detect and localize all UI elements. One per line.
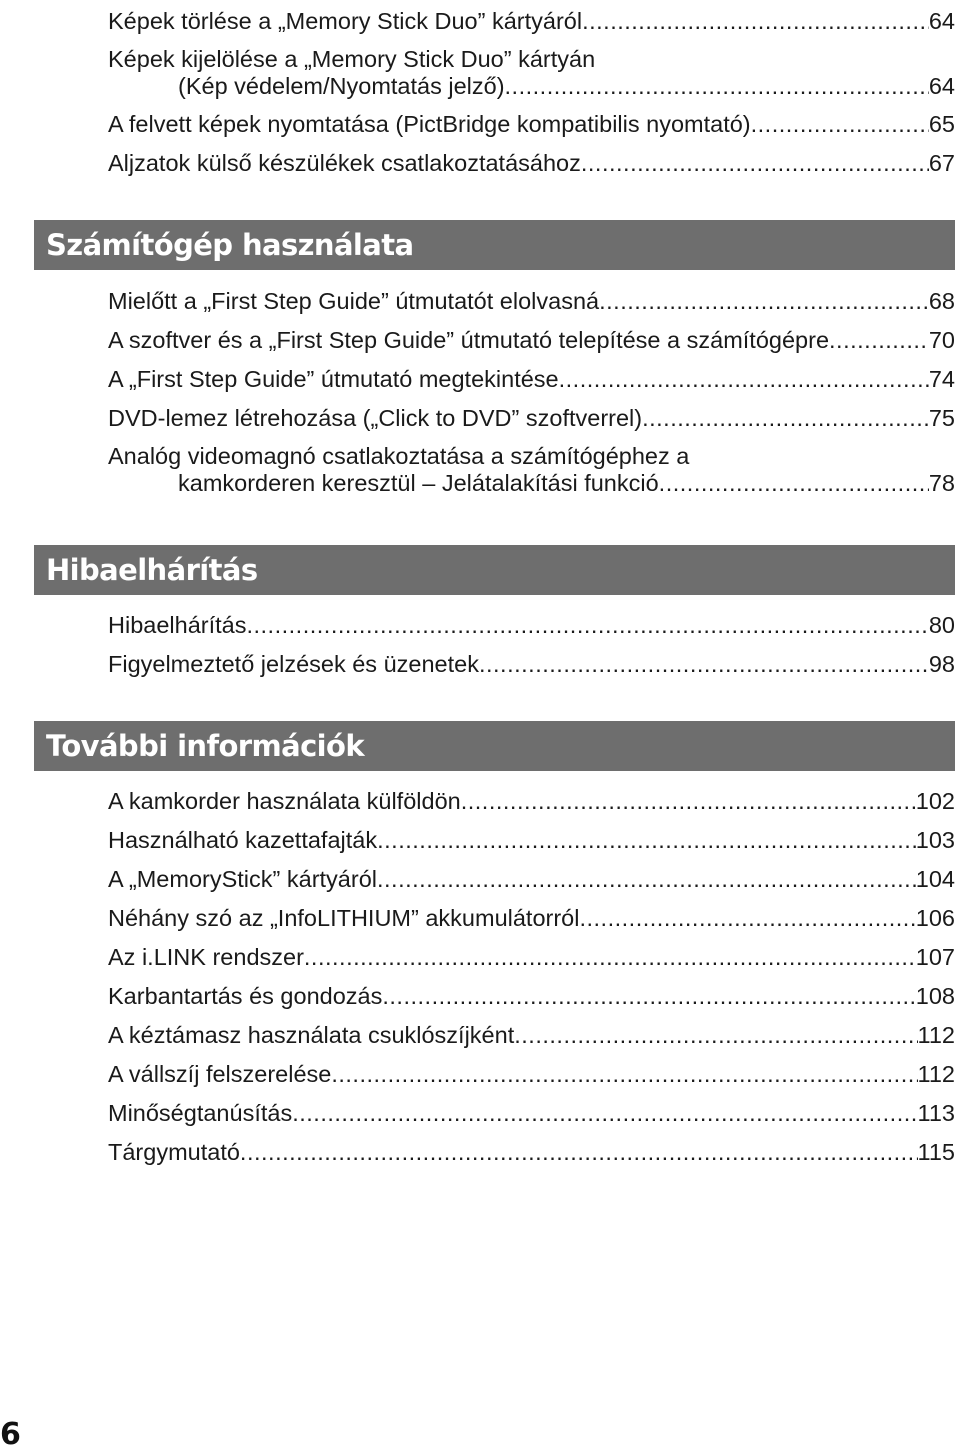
toc-group-additional-info	[0, 782, 960, 1172]
toc-entry-page: 70	[928, 327, 955, 353]
toc-entry-page: 106	[915, 905, 955, 931]
toc-entry-page: 67	[928, 150, 955, 176]
toc-entry-page: 108	[915, 983, 955, 1009]
toc-entry-page: 64	[928, 73, 955, 99]
toc-group-continued	[0, 2, 960, 183]
toc-entry-page: 115	[917, 1139, 955, 1165]
toc-entry[interactable]	[108, 144, 955, 183]
toc-entry[interactable]	[108, 645, 955, 684]
section-header-troubleshooting: Hibaelhárítás	[34, 545, 955, 595]
toc-leader-dots	[382, 977, 915, 1016]
toc-leader-dots	[246, 606, 928, 645]
toc-entry-label: Az i.LINK rendszer	[108, 944, 304, 970]
toc-leader-dots	[331, 1055, 917, 1094]
toc-leader-dots	[461, 782, 916, 821]
toc-leader-dots	[377, 821, 916, 860]
toc-entry-page: 107	[915, 944, 955, 970]
toc-entry[interactable]	[108, 860, 955, 899]
toc-entry-page: 102	[915, 788, 955, 814]
toc-entry[interactable]	[108, 360, 955, 399]
toc-leader-dots	[579, 899, 915, 938]
toc-entry[interactable]	[108, 105, 955, 144]
toc-entry-page: 98	[928, 651, 955, 677]
toc-entry-page: 78	[928, 470, 955, 496]
toc-leader-dots	[514, 1016, 917, 1055]
toc-entry-page: 75	[928, 405, 955, 431]
toc-entry-label: Hibaelhárítás	[108, 612, 247, 638]
toc-entry[interactable]	[108, 1094, 955, 1133]
toc-entry-page: 74	[928, 366, 955, 392]
toc-entry-label: Minőségtanúsítás	[108, 1100, 293, 1126]
toc-entry-label: (Kép védelem/Nyomtatás jelző)	[178, 73, 505, 99]
toc-entry-label: A felvett képek nyomtatása (PictBridge kompatibilis nyomtató)	[108, 111, 751, 137]
toc-entry-page: 80	[928, 612, 955, 638]
toc-leader-dots	[292, 1094, 917, 1133]
toc-entry[interactable]	[108, 782, 955, 821]
toc-leader-dots	[479, 645, 929, 684]
toc-entry[interactable]	[108, 899, 955, 938]
toc-entry[interactable]	[108, 977, 955, 1016]
toc-entry-label: Figyelmeztető jelzések és üzenetek	[108, 651, 479, 677]
toc-entry[interactable]	[108, 438, 955, 502]
toc-entry-page: 65	[928, 111, 955, 137]
toc-entry-label: A szoftver és a „First Step Guide” útmutató telepítése a számítógépre	[108, 327, 830, 353]
toc-leader-dots	[304, 938, 916, 977]
toc-leader-dots	[659, 468, 929, 498]
section-header-additional-info: További információk	[34, 721, 955, 771]
toc-entry-page: 113	[917, 1100, 955, 1126]
toc-leader-dots	[599, 282, 929, 321]
toc-entry[interactable]	[108, 321, 955, 360]
toc-entry[interactable]	[108, 1055, 955, 1094]
toc-entry-page: 104	[915, 866, 955, 892]
toc-leader-dots	[642, 399, 929, 438]
toc-entry-label: A kamkorder használata külföldön	[108, 788, 461, 814]
toc-entry-label: A kéztámasz használata csuklószíjként	[108, 1022, 515, 1048]
toc-entry[interactable]	[108, 1133, 955, 1172]
toc-entry[interactable]	[108, 1016, 955, 1055]
toc-entry[interactable]	[108, 41, 955, 105]
toc-entry-label: A „First Step Guide” útmutató megtekintése	[108, 366, 559, 392]
toc-entry-label-line1: Képek kijelölése a „Memory Stick Duo” kártyán	[108, 46, 596, 72]
toc-leader-dots	[559, 360, 929, 399]
toc-leader-dots	[581, 144, 929, 183]
toc-entry-label: kamkorderen keresztül – Jelátalakítási funkció	[178, 470, 659, 496]
toc-entry-label: A „MemoryStick” kártyáról	[108, 866, 377, 892]
toc-leader-dots	[505, 71, 929, 101]
toc-entry-label-line1: Analóg videomagnó csatlakoztatása a számítógéphez a	[108, 443, 690, 469]
toc-entry-page: 68	[928, 288, 955, 314]
toc-entry-label: Mielőtt a „First Step Guide” útmutatót elolvasná	[108, 288, 600, 314]
toc-leader-dots	[751, 105, 929, 144]
page-number: 6	[0, 1417, 21, 1452]
toc-group-computer	[0, 282, 960, 502]
toc-entry-label: Karbantartás és gondozás	[108, 983, 383, 1009]
toc-entry[interactable]	[108, 282, 955, 321]
section-header-computer: Számítógép használata	[34, 220, 955, 270]
toc-leader-dots	[240, 1133, 918, 1172]
toc-entry[interactable]	[108, 821, 955, 860]
toc-entry-label: A vállszíj felszerelése	[108, 1061, 332, 1087]
toc-entry-page: 112	[917, 1022, 955, 1048]
toc-entry[interactable]	[108, 2, 955, 41]
toc-entry-page: 103	[915, 827, 955, 853]
toc-entry-label: DVD-lemez létrehozása („Click to DVD” szoftverrel)	[108, 405, 643, 431]
toc-leader-dots	[829, 321, 929, 360]
toc-leader-dots	[377, 860, 916, 899]
toc-entry[interactable]	[108, 606, 955, 645]
toc-entry-label: Aljzatok külső készülékek csatlakoztatásához	[108, 150, 581, 176]
toc-entry-label: Néhány szó az „InfoLITHIUM” akkumulátorról	[108, 905, 580, 931]
toc-leader-dots	[582, 2, 929, 41]
toc-entry[interactable]	[108, 399, 955, 438]
toc-entry-label: Használható kazettafajták	[108, 827, 378, 853]
toc-entry-page: 64	[928, 8, 955, 34]
toc-entry-page: 112	[917, 1061, 955, 1087]
toc-entry-label: Tárgymutató	[108, 1139, 240, 1165]
toc-entry-label: Képek törlése a „Memory Stick Duo” kártyáról	[108, 8, 583, 34]
toc-entry[interactable]	[108, 938, 955, 977]
toc-group-troubleshooting	[0, 606, 960, 684]
